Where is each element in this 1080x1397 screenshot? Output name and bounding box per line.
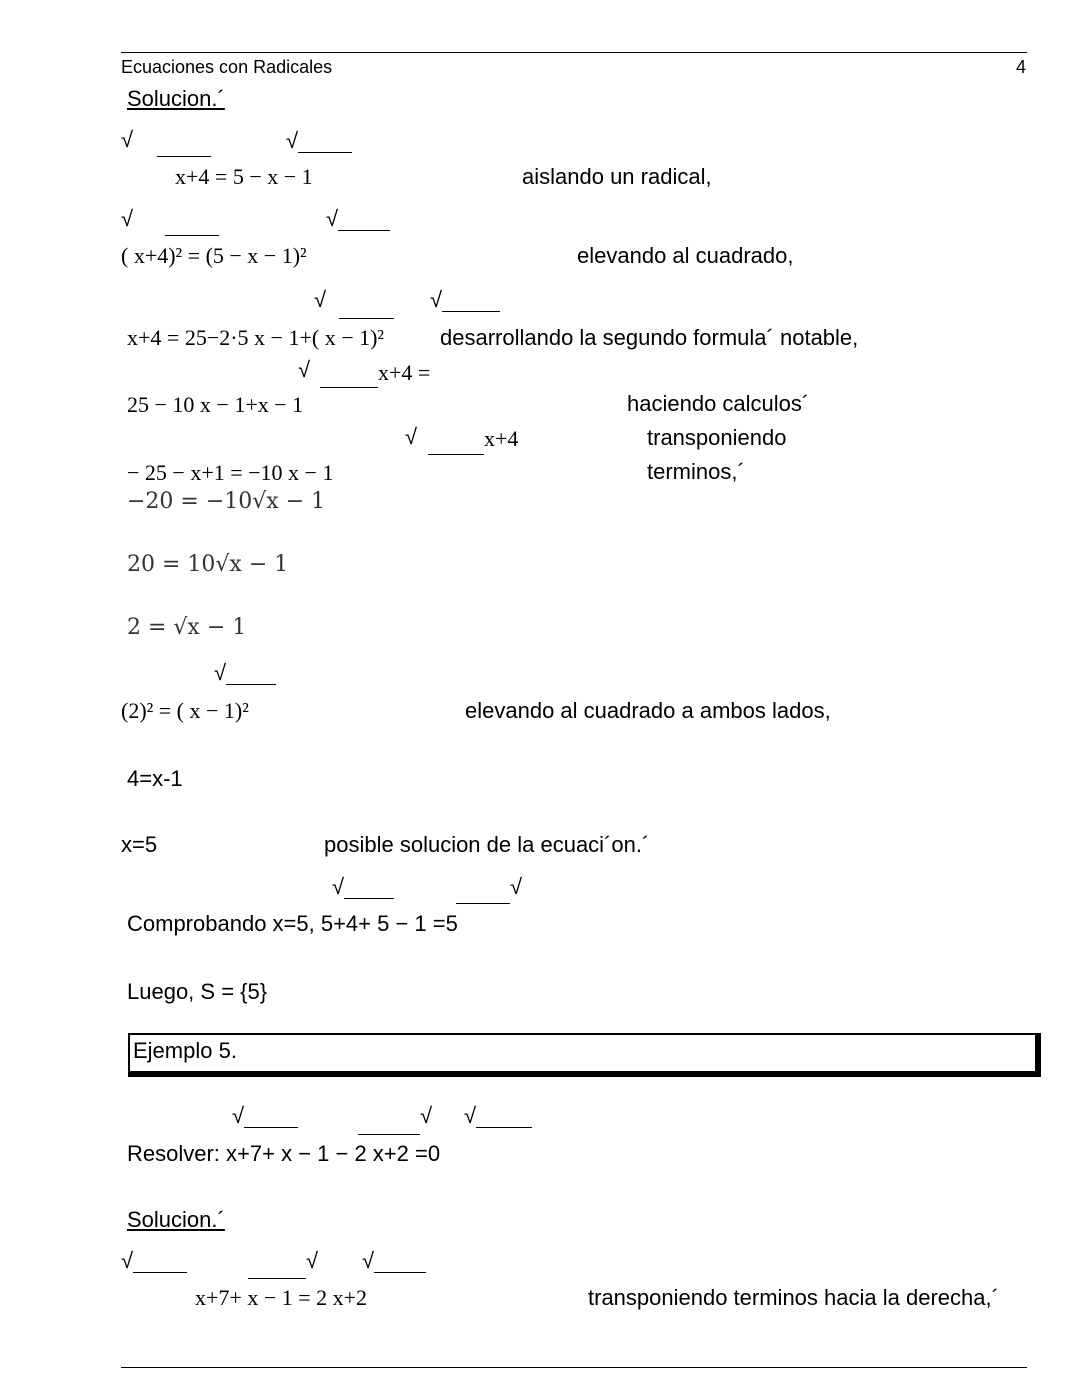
radical-icon: √ [121, 1248, 187, 1274]
radical-icon: √ [510, 874, 523, 899]
step-note: haciendo calculos´ [627, 391, 810, 416]
radical-icon: √ [420, 1103, 433, 1128]
step-note: aislando un radical, [522, 164, 712, 189]
solution-heading: Solucion.´ [127, 86, 225, 111]
radical-icon: √ [326, 206, 390, 232]
step-note: transponiendo terminos hacia la derecha,´ [588, 1285, 999, 1310]
radical-icon: √ [286, 128, 352, 154]
radical-icon: √ [214, 660, 276, 686]
radical-icon: √ [121, 206, 134, 231]
step-expression: x=5 [121, 832, 158, 857]
step-expression: x+4 [484, 426, 519, 451]
example-box [128, 1033, 1041, 1077]
step-note: posible solucion de la ecuaci´on.´ [324, 832, 650, 857]
step-expression: x+4 = 5 − x − 1 [175, 164, 313, 189]
example-title: Ejemplo 5. [133, 1038, 237, 1063]
header-rule [121, 52, 1027, 53]
step-expression: 4=x-1 [127, 766, 183, 791]
page-number: 4 [1016, 57, 1027, 77]
step-expression: 2 = √x − 1 [127, 615, 247, 640]
radical-icon: √ [306, 1248, 319, 1273]
radical-icon: √ [464, 1103, 532, 1129]
radical-icon: √ [298, 357, 311, 382]
header-title: Ecuaciones con Radicales [121, 57, 333, 77]
radical-bar [456, 895, 510, 913]
radical-icon: √ [121, 127, 134, 152]
step-expression: (2)² = ( x − 1)² [121, 698, 249, 723]
step-expression: 25 − 10 x − 1+x − 1 [127, 392, 304, 417]
radical-icon: √ [362, 1248, 426, 1274]
step-expression: −20 = −10√x − 1 [127, 489, 326, 514]
step-expression: 20 = 10√x − 1 [127, 552, 289, 577]
radical-icon: √ [430, 287, 500, 313]
radical-icon: √ [232, 1103, 298, 1129]
step-note: terminos,´ [647, 459, 745, 484]
step-note: transponiendo [647, 425, 787, 450]
problem-statement: Resolver: x+7+ x − 1 − 2 x+2 =0 [127, 1141, 441, 1166]
step-expression: x+4 = 25−2·5 x − 1+( x − 1)² [127, 325, 385, 350]
step-note: elevando al cuadrado, [577, 243, 794, 268]
radical-icon: √ [405, 424, 418, 449]
step-expression: x+7+ x − 1 = 2 x+2 [195, 1285, 368, 1310]
step-expression: ( x+4)² = (5 − x − 1)² [121, 243, 307, 268]
radical-bar [320, 379, 378, 397]
step-expression: Comprobando x=5, 5+4+ 5 − 1 =5 [127, 911, 458, 936]
solution-set: Luego, S = {5} [127, 979, 268, 1004]
step-note: elevando al cuadrado a ambos lados, [465, 698, 831, 723]
solution-heading: Solucion.´ [127, 1207, 225, 1232]
radical-bar [428, 446, 484, 464]
radical-icon: √ [314, 287, 327, 312]
radical-icon: √ [332, 874, 394, 900]
step-expression: − 25 − x+1 = −10 x − 1 [127, 460, 334, 485]
step-note: desarrollando la segundo formula´ notable, [440, 325, 859, 350]
footer-rule [121, 1367, 1027, 1368]
step-expression: x+4 = [378, 360, 431, 385]
